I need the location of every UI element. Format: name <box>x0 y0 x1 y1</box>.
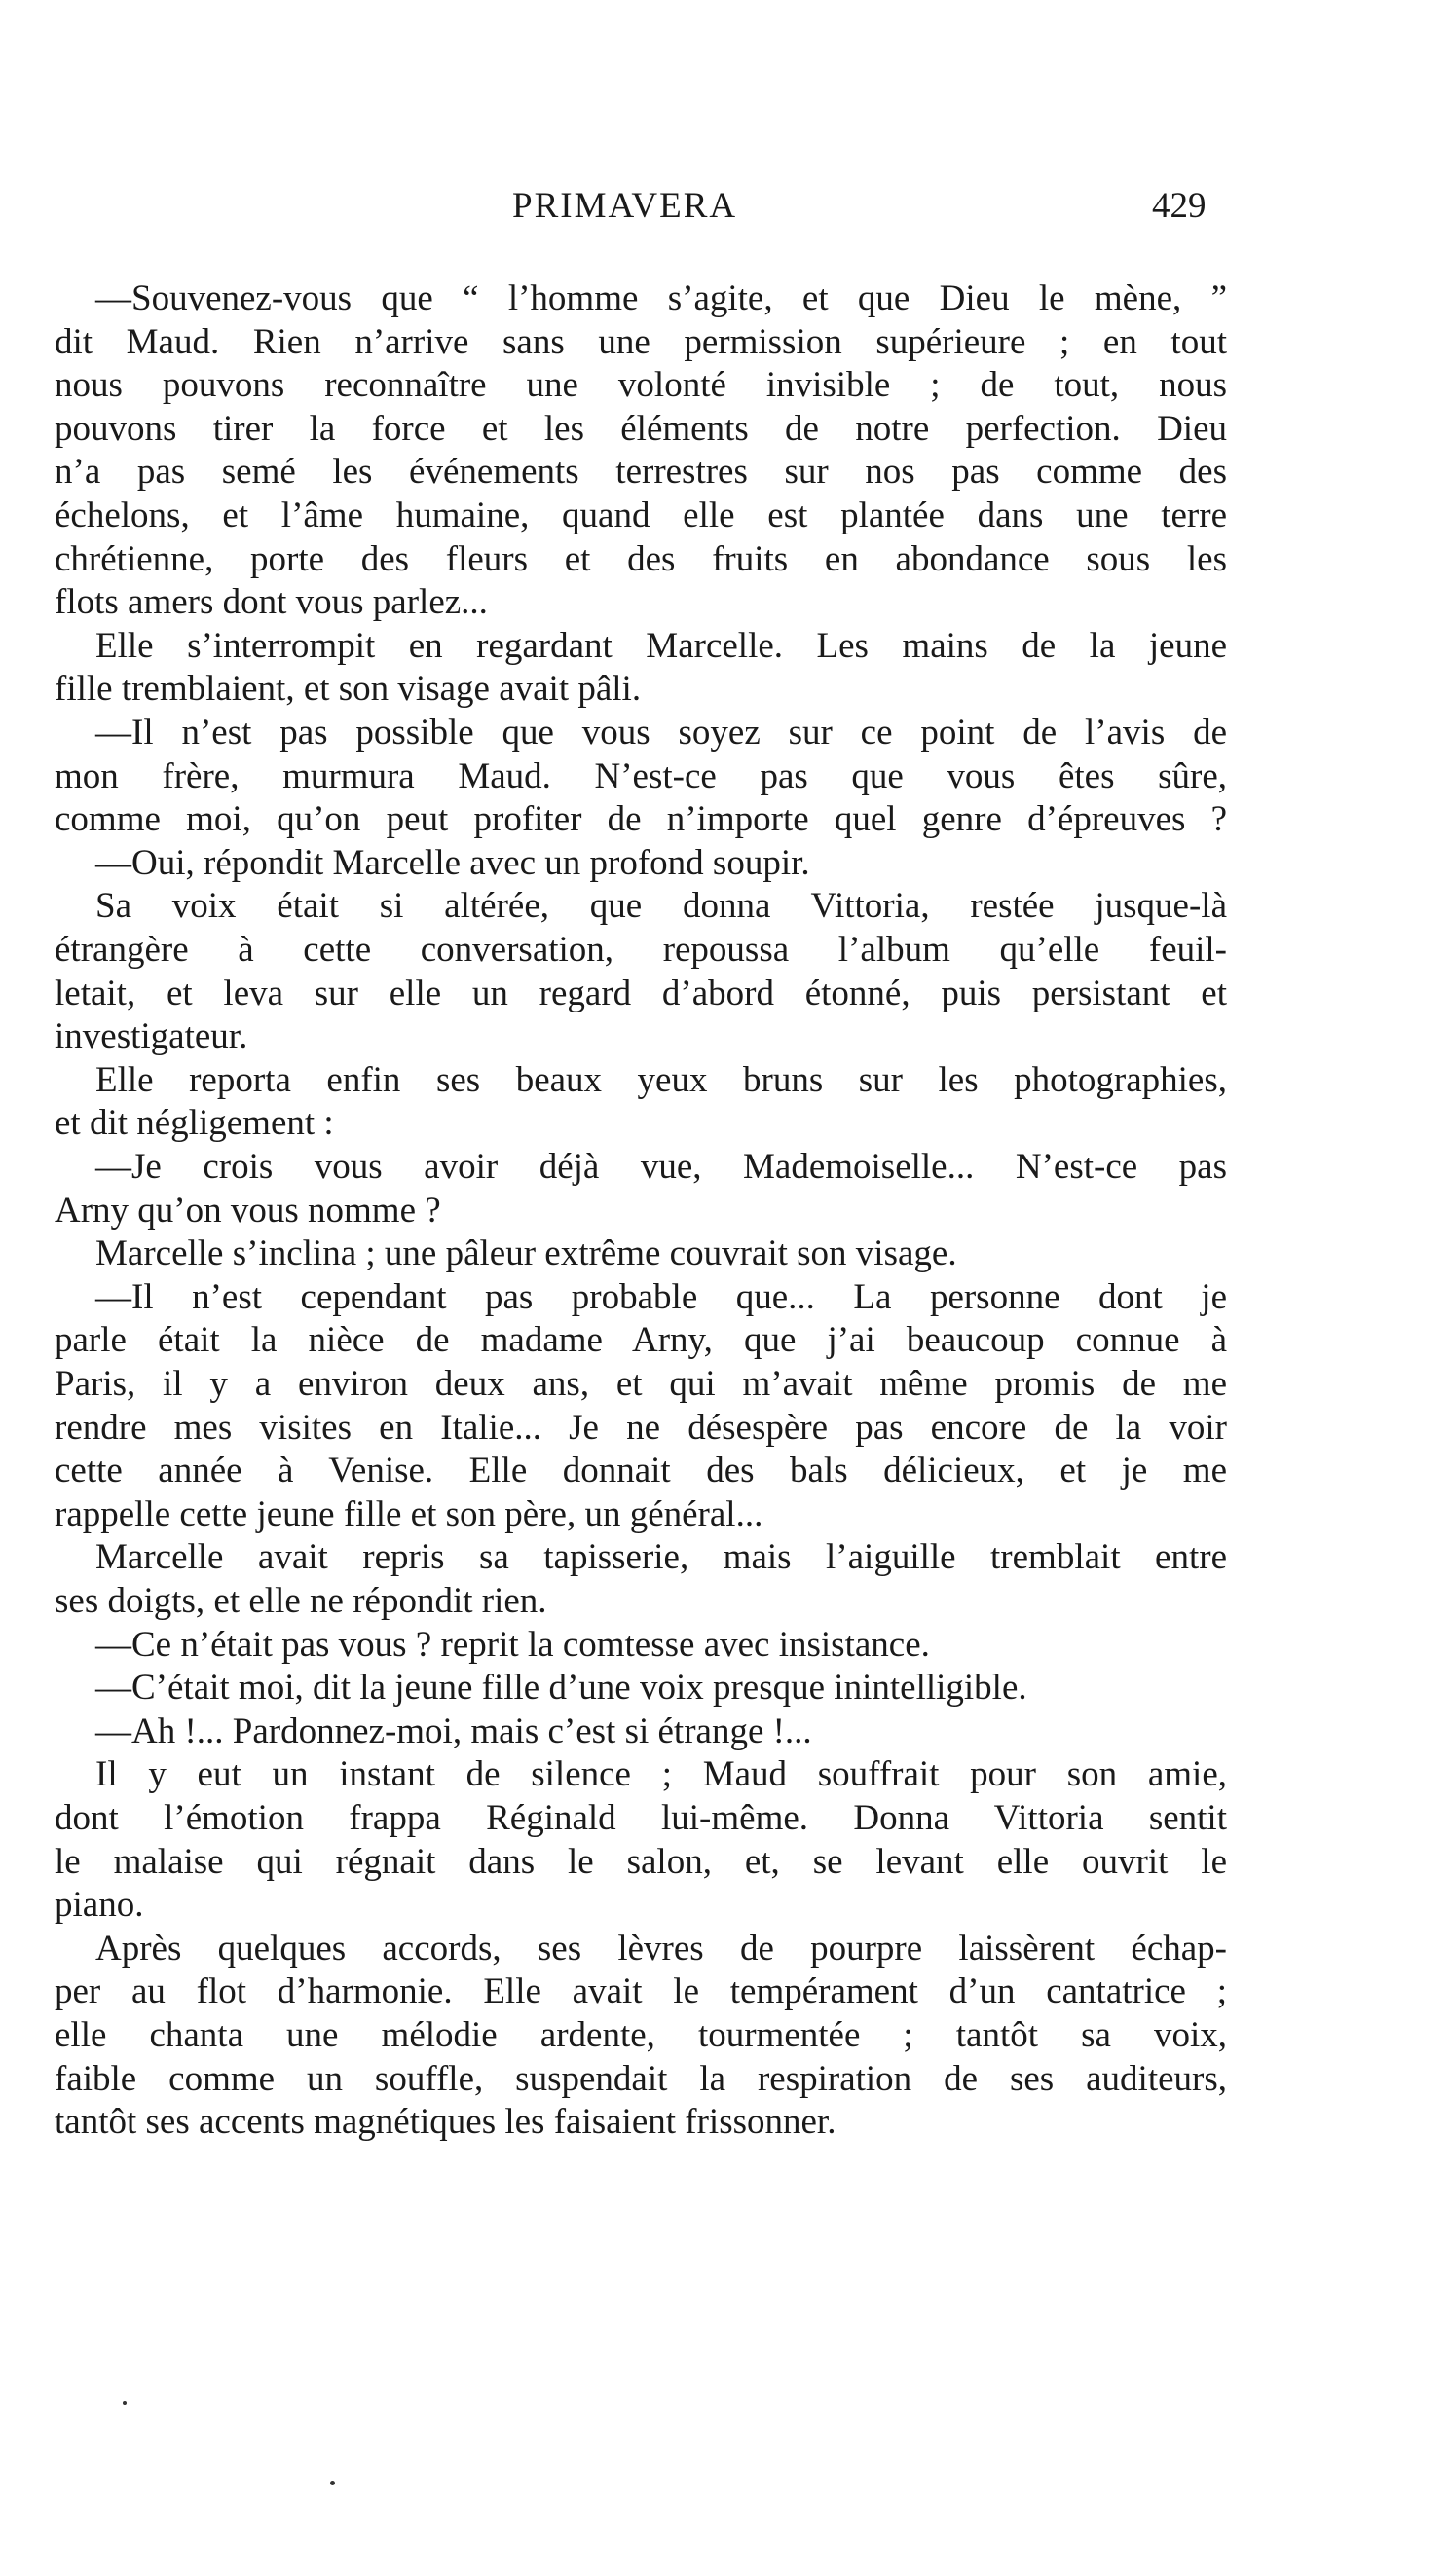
ink-speck <box>123 2401 127 2405</box>
text-line: faible comme un souffle, suspendait la respiration de ses auditeurs, <box>55 2059 1227 2099</box>
text-line: n’a pas semé les événements terrestres sur nos pas comme des <box>55 452 1227 492</box>
text-line: Arny qu’on vous nomme ? <box>55 1191 441 1231</box>
text-line: dit Maud. Rien n’arrive sans une permission supérieure ; en tout <box>55 322 1227 362</box>
text-line: Marcelle s’inclina ; une pâleur extrême couvrait son visage. <box>95 1233 957 1273</box>
text-line: Sa voix était si altérée, que donna Vittoria, restée jusque-là <box>95 886 1227 926</box>
text-line: Elle s’interrompit en regardant Marcelle. Les mains de la jeune <box>95 626 1227 666</box>
running-title: PRIMAVERA <box>512 186 738 226</box>
text-line: —Souvenez-vous que “ l’homme s’agite, et que Dieu le mène, ” <box>95 278 1227 318</box>
text-line: investigateur. <box>55 1016 248 1056</box>
text-line: Il y eut un instant de silence ; Maud souffrait pour son amie, <box>95 1754 1227 1794</box>
text-line: échelons, et l’âme humaine, quand elle est plantée dans une terre <box>55 496 1227 535</box>
text-line: piano. <box>55 1885 144 1925</box>
text-line: per au flot d’harmonie. Elle avait le tempérament d’un cantatrice ; <box>55 1971 1227 2011</box>
text-line: le malaise qui régnait dans le salon, et, se levant elle ouvrit le <box>55 1842 1227 1882</box>
text-line: Marcelle avait repris sa tapisserie, mais l’aiguille tremblait entre <box>95 1537 1227 1577</box>
text-line: —Ce n’était pas vous ? reprit la comtesse avec insistance. <box>95 1625 930 1665</box>
text-line: pouvons tirer la force et les éléments de notre perfection. Dieu <box>55 409 1227 449</box>
text-line: mon frère, murmura Maud. N’est-ce pas que vous êtes sûre, <box>55 756 1227 796</box>
text-line: —Je crois vous avoir déjà vue, Mademoiselle... N’est-ce pas <box>95 1147 1227 1187</box>
ink-speck <box>330 2481 335 2485</box>
text-line: dont l’émotion frappa Réginald lui-même. Donna Vittoria sentit <box>55 1798 1227 1838</box>
text-line: letait, et leva sur elle un regard d’abord étonné, puis persistant et <box>55 974 1227 1013</box>
text-line: —Oui, répondit Marcelle avec un profond soupir. <box>95 843 810 883</box>
text-line: parle était la nièce de madame Arny, que j’ai beaucoup connue à <box>55 1320 1227 1360</box>
text-line: comme moi, qu’on peut profiter de n’importe quel genre d’épreuves ? <box>55 799 1227 839</box>
text-line: fille tremblaient, et son visage avait pâli. <box>55 669 642 709</box>
text-line: chrétienne, porte des fleurs et des fruits en abondance sous les <box>55 539 1227 579</box>
text-line: cette année à Venise. Elle donnait des bals délicieux, et je me <box>55 1451 1227 1490</box>
text-line: —Il n’est cependant pas probable que... La personne dont je <box>95 1277 1227 1317</box>
text-line: rappelle cette jeune fille et son père, un général... <box>55 1494 763 1534</box>
text-line: elle chanta une mélodie ardente, tourmentée ; tantôt sa voix, <box>55 2015 1227 2055</box>
text-line: nous pouvons reconnaître une volonté invisible ; de tout, nous <box>55 365 1227 405</box>
text-line: ses doigts, et elle ne répondit rien. <box>55 1581 547 1621</box>
text-line: Après quelques accords, ses lèvres de pourpre laissèrent échap- <box>95 1929 1227 1969</box>
text-line: et dit négligement : <box>55 1103 334 1143</box>
text-line: Elle reporta enfin ses beaux yeux bruns sur les photographies, <box>95 1060 1227 1100</box>
page-number: 429 <box>1152 186 1207 226</box>
text-line: —Ah !... Pardonnez-moi, mais c’est si étrange !... <box>95 1711 812 1751</box>
text-line: Paris, il y a environ deux ans, et qui m’avait même promis de me <box>55 1364 1227 1404</box>
text-line: tantôt ses accents magnétiques les faisaient frissonner. <box>55 2102 836 2142</box>
text-line: flots amers dont vous parlez... <box>55 582 488 622</box>
text-line: rendre mes visites en Italie... Je ne désespère pas encore de la voir <box>55 1408 1227 1448</box>
text-line: —Il n’est pas possible que vous soyez sur ce point de l’avis de <box>95 713 1227 753</box>
text-line: étrangère à cette conversation, repoussa l’album qu’elle feuil- <box>55 930 1227 970</box>
text-line: —C’était moi, dit la jeune fille d’une voix presque inintelligible. <box>95 1668 1027 1708</box>
